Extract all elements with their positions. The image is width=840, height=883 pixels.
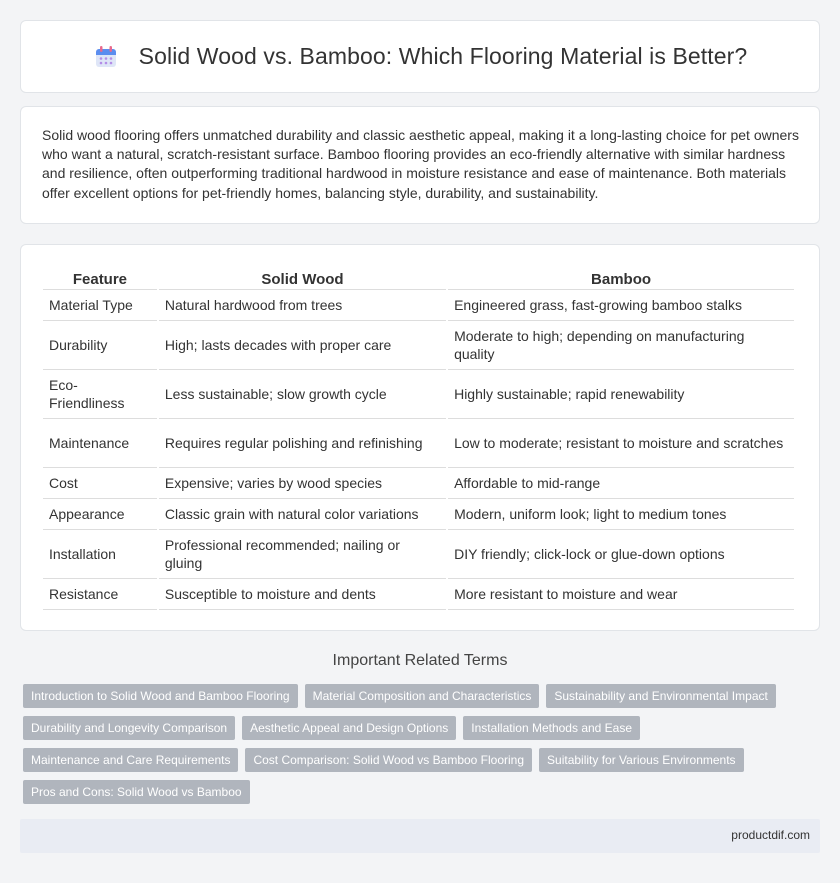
intro-card <box>20 106 820 224</box>
row-solid-wood: High; lasts decades with proper care <box>159 321 446 370</box>
table-row <box>43 419 794 468</box>
tag-link[interactable]: Installation Methods and Ease <box>463 716 640 740</box>
row-solid-wood: Professional recommended; nailing or gluing <box>159 530 446 579</box>
row-solid-wood: Expensive; varies by wood species <box>159 468 446 499</box>
row-feature: Maintenance <box>43 419 157 468</box>
tag-row <box>23 716 813 740</box>
footer-site[interactable]: productdif.com <box>731 828 810 842</box>
row-solid-wood: Requires regular polishing and refinishing <box>159 419 446 468</box>
comparison-table <box>41 265 796 610</box>
table-row <box>43 499 794 530</box>
table-row <box>43 290 794 321</box>
table-row <box>43 468 794 499</box>
title-card <box>20 20 820 93</box>
header-bamboo: Bamboo <box>448 265 794 290</box>
intro-paragraph: Solid wood flooring offers unmatched durability and classic aesthetic appeal, making it a long-lasting choice for pet owners who want a natural, scratch-resistant surface. Bamboo flooring provides an eco-friendly alternative with similar hardness and resilience, often outperforming traditional hardwood in moisture resistance and ease of maintenance. Both materials offer excellent options for pet-friendly homes, balancing style, durability, and sustainability. <box>42 127 799 201</box>
related-terms-list <box>23 684 813 812</box>
tag-link[interactable]: Maintenance and Care Requirements <box>23 748 238 772</box>
footer <box>20 819 820 853</box>
row-bamboo: Moderate to high; depending on manufacturing quality <box>448 321 794 370</box>
table-header-row <box>43 265 794 290</box>
row-solid-wood: Classic grain with natural color variations <box>159 499 446 530</box>
row-bamboo: Affordable to mid-range <box>448 468 794 499</box>
table-row <box>43 370 794 419</box>
row-solid-wood: Natural hardwood from trees <box>159 290 446 321</box>
row-bamboo: DIY friendly; click-lock or glue-down options <box>448 530 794 579</box>
header-feature: Feature <box>43 265 157 290</box>
row-feature: Durability <box>43 321 157 370</box>
tag-link[interactable]: Introduction to Solid Wood and Bamboo Flooring <box>23 684 298 708</box>
table-row <box>43 530 794 579</box>
row-feature: Appearance <box>43 499 157 530</box>
tag-link[interactable]: Material Composition and Characteristics <box>305 684 540 708</box>
row-feature: Cost <box>43 468 157 499</box>
table-row <box>43 321 794 370</box>
tag-row <box>23 780 813 804</box>
row-solid-wood: Susceptible to moisture and dents <box>159 579 446 610</box>
calendar-icon <box>93 44 119 70</box>
tag-link[interactable]: Cost Comparison: Solid Wood vs Bamboo Flooring <box>245 748 532 772</box>
row-feature: Resistance <box>43 579 157 610</box>
table-row <box>43 579 794 610</box>
tag-link[interactable]: Sustainability and Environmental Impact <box>546 684 775 708</box>
row-feature: Material Type <box>43 290 157 321</box>
row-solid-wood: Less sustainable; slow growth cycle <box>159 370 446 419</box>
row-bamboo: Modern, uniform look; light to medium tones <box>448 499 794 530</box>
tag-link[interactable]: Pros and Cons: Solid Wood vs Bamboo <box>23 780 250 804</box>
page-title: Solid Wood vs. Bamboo: Which Flooring Material is Better? <box>138 43 748 69</box>
row-bamboo: Low to moderate; resistant to moisture and scratches <box>448 419 794 468</box>
related-terms-heading: Important Related Terms <box>332 652 508 669</box>
tag-link[interactable]: Suitability for Various Environments <box>539 748 744 772</box>
tag-link[interactable]: Aesthetic Appeal and Design Options <box>242 716 456 740</box>
row-feature: Eco-Friendliness <box>43 370 157 419</box>
tag-row <box>23 684 813 708</box>
header-solid-wood: Solid Wood <box>159 265 446 290</box>
row-bamboo: Engineered grass, fast-growing bamboo stalks <box>448 290 794 321</box>
row-bamboo: More resistant to moisture and wear <box>448 579 794 610</box>
tag-link[interactable]: Durability and Longevity Comparison <box>23 716 235 740</box>
tag-row <box>23 748 813 772</box>
comparison-card <box>20 244 820 631</box>
row-feature: Installation <box>43 530 157 579</box>
row-bamboo: Highly sustainable; rapid renewability <box>448 370 794 419</box>
